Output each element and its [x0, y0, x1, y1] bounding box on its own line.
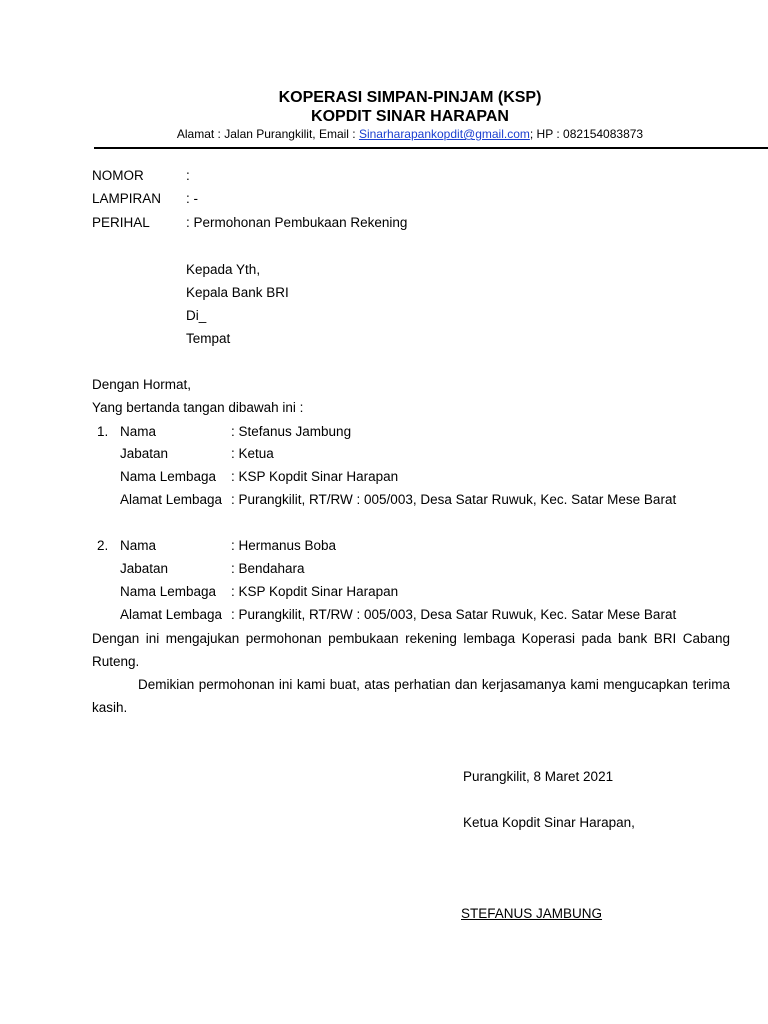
signer-1-alamat-label: Alamat Lembaga — [120, 492, 223, 507]
intro: Yang bertanda tangan dibawah ini : — [92, 400, 304, 415]
signer-1-number: 1. — [97, 424, 109, 439]
letterhead-title-1: KOPERASI SIMPAN-PINJAM (KSP) — [278, 89, 542, 106]
signer-2-jabatan-label: Jabatan — [120, 561, 169, 576]
signer-1-lembaga-value: : KSP Kopdit Sinar Harapan — [231, 469, 399, 484]
address-prefix: Alamat : Jalan Purangkilit, Email : — [176, 127, 359, 141]
greeting: Dengan Hormat, — [92, 377, 192, 392]
nomor-label: NOMOR — [92, 168, 144, 183]
nomor-value: : — [186, 168, 190, 183]
letterhead-address — [0, 127, 768, 141]
place-date: Purangkilit, 8 Maret 2021 — [463, 769, 614, 784]
closing-paragraph: Demikian permohonan ini kami buat, atas perhatian dan kerjasamanya kami mengucapkan terima kasih. — [92, 677, 730, 715]
email-link[interactable]: Sinarharapankopdit@gmail.com — [358, 127, 530, 141]
lampiran-label: LAMPIRAN — [92, 191, 162, 206]
request-paragraph: Dengan ini mengajukan permohonan pembukaan rekening lembaga Koperasi pada bank BRI Cabang Ruteng. — [92, 631, 730, 669]
signer-position: Ketua Kopdit Sinar Harapan, — [463, 815, 635, 830]
recipient-line-4: Tempat — [186, 331, 231, 346]
letterhead-divider — [94, 147, 768, 149]
signer-2-number: 2. — [97, 538, 109, 553]
signer-2-nama-value: : Hermanus Boba — [231, 538, 337, 553]
signer-2-alamat-value: : Purangkilit, RT/RW : 005/003, Desa Satar Ruwuk, Kec. Satar Mese Barat — [231, 607, 677, 622]
address-suffix: ; HP : 082154083873 — [529, 127, 644, 141]
recipient-line-3: Di_ — [186, 308, 207, 323]
signer-1-nama-value: : Stefanus Jambung — [231, 424, 352, 439]
signer-2-lembaga-label: Nama Lembaga — [120, 584, 217, 599]
recipient-line-2: Kepala Bank BRI — [186, 285, 289, 300]
signer-2-alamat-label: Alamat Lembaga — [120, 607, 223, 622]
signer-2-nama-label: Nama — [120, 538, 157, 553]
signer-name: STEFANUS JAMBUNG — [461, 906, 603, 921]
letterhead-title-2: KOPDIT SINAR HARAPAN — [311, 108, 509, 125]
signer-1-lembaga-label: Nama Lembaga — [120, 469, 217, 484]
perihal-value: : Permohonan Pembukaan Rekening — [186, 215, 408, 230]
signer-1-jabatan-label: Jabatan — [120, 446, 169, 461]
signer-1-alamat-value: : Purangkilit, RT/RW : 005/003, Desa Satar Ruwuk, Kec. Satar Mese Barat — [231, 492, 677, 507]
signer-2-jabatan-value: : Bendahara — [231, 561, 305, 576]
signer-2-lembaga-value: : KSP Kopdit Sinar Harapan — [231, 584, 399, 599]
signer-1-nama-label: Nama — [120, 424, 157, 439]
perihal-label: PERIHAL — [92, 215, 150, 230]
recipient-line-1: Kepada Yth, — [186, 262, 261, 277]
signer-1-jabatan-value: : Ketua — [231, 446, 274, 461]
lampiran-value: : - — [186, 191, 198, 206]
